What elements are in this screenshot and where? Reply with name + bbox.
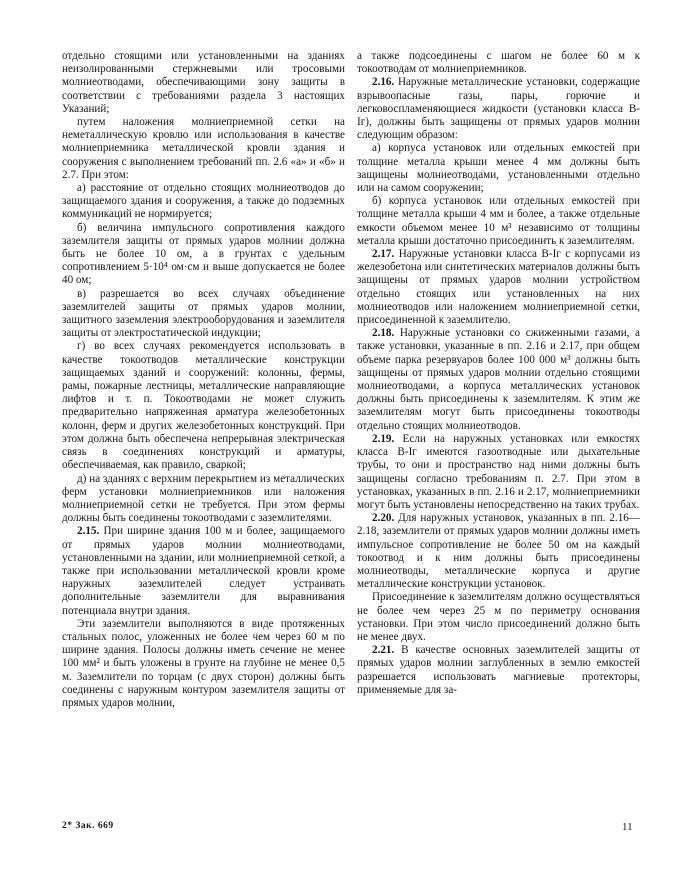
paragraph: путем наложения молниеприемной сетки на неметаллическую кровлю или использования в качестве молниеприемника металлической кровли здания и сооружения с выполнением требований пп. 2.6 «а» и «б» и 2.7. При этом: <box>62 116 345 181</box>
section-paragraph-2-17 <box>357 248 640 327</box>
section-number: 2.19. <box>372 432 395 445</box>
section-paragraph-2-16 <box>357 76 640 142</box>
paragraph: д) на зданиях с верхним перекрытием из металлических ферм установки молниеприемников или наложения молниеприемной сетки не требуется. При этом фермы должны быть соединены токоотводами с заземлителями. <box>62 472 345 525</box>
paragraph: б) корпуса установок или отдельных емкостей при толщине металла крыши 4 мм и более, а также отдельные емкости объемом менее 10 м³ независимо от толщины металла крыши достаточно присоединить к заземлителям. <box>357 195 640 247</box>
paragraph: а также подсоединены с шагом не более 60 м к токоотводам от молниеприемников. <box>357 50 640 76</box>
section-paragraph-2-21 <box>357 644 640 697</box>
section-text: Для наружных установок, указанных в пп. 2.16—2.18, заземлители от прямых ударов молнии должны иметь импульсное сопротивление не более 50 ом на каждый токоотвод и к ним должны быть присоединены молниеотводы, металлические корпуса и другие металлические конструкции установок. <box>357 512 640 591</box>
paragraph: Присоединение к заземлителям должно осуществляться не более чем через 25 м по периметру основания установки. При этом число присоединений должно быть не менее двух. <box>357 591 640 643</box>
section-text: Наружные металлические установки, содержащие взрывоопасные газы, пары, горючие и легковоспламеняющиеся жидкости (установки класса В-Iг), должны быть защищены от прямых ударов молнии следующим образом: <box>357 76 640 142</box>
section-number: 2.20. <box>372 512 395 525</box>
print-mark: 2* Зак. 669 <box>62 821 114 831</box>
paragraph: в) разрешается во всех случаях объединение заземлителей защиты от прямых ударов молнии, защитного заземления электрооборудования и заземлителя защиты от электростатической индукции; <box>62 287 345 340</box>
paragraph: г) во всех случаях рекомендуется использовать в качестве токоотводов металлические конструкции защищаемых зданий и сооружений: колонны, фермы, рамы, пожарные лестницы, металлические направляющие лифтов и т. п. Токоотводами не может служить предварительно напряженная арматура железобетонных колонн, ферм и других железобетонных конструкций. При этом должна быть обеспечена непрерывная электрическая связь в соединениях конструкций и арматуры, обеспечиваемая, как правило, сваркой; <box>62 340 345 472</box>
paragraph: б) величина импульсного сопротивления каждого заземлителя защиты от прямых ударов молнии должна быть не более 10 ом, а в грунтах с удельным сопротивлением 5·10⁴ ом·см и выше допускается не более 40 ом; <box>62 221 345 287</box>
section-paragraph-2-19 <box>357 433 640 512</box>
section-number: 2.16. <box>372 76 395 89</box>
section-paragraph-2-15 <box>62 525 345 617</box>
section-text: Наружные установки со сжиженными газами, а также установки, указанные в пп. 2.16 и 2.17, при общем объеме парка резервуаров более 100 000 м³ должны быть защищены от прямых ударов молнии отдельно стоящими молниеотводами, а корпуса металлических установок должны быть присоединены к заземлителям. К этим же заземлителям могут быть присоединены токоотводы отдельно стоящих молниеотводов. <box>357 327 640 432</box>
paragraph: а) расстояние от отдельно стоящих молниеотводов до защищаемого здания и сооружения, а также до подземных коммуникаций не нормируется; <box>62 182 345 221</box>
section-number: 2.15. <box>77 525 100 538</box>
left-column <box>62 50 345 710</box>
section-number: 2.17. <box>372 248 395 261</box>
section-text: Наружные установки класса В-Iг с корпусами из железобетона или синтетических материалов должны быть защищены от прямых ударов молнии устройством отдельно стоящих или установленных на них молниеотводов или наложением молниеприемной сетки, присоединенной к заземлителю. <box>357 248 640 327</box>
section-text: Если на наружных установках или емкостях класса В-Iг имеются газоотводные или дыхательные трубы, то они и пространство над ними должны быть защищены согласно требованиям п. 2.7. При этом в установках, указанных в пп. 2.16 и 2.17, молниеприемники могут быть установлены непосредственно на таких трубах. <box>357 432 640 511</box>
paragraph: а) корпуса установок или отдельных емкостей при толщине металла крыши менее 4 мм должны быть защищены молниеотводами, установленными отдельно или на самом сооружении; <box>357 142 640 195</box>
paragraph: Эти заземлители выполняются в виде протяженных стальных полос, уложенных не более чем через 60 м по ширине здания. Полосы должны иметь сечение не менее 100 мм² и быть уложены в грунте на глубине не менее 0,5 м. Заземлители по торцам (с двух сторон) должны быть соединены с наружным контуром заземлителя защиты от прямых ударов молнии, <box>62 617 345 709</box>
section-paragraph-2-18 <box>357 327 640 433</box>
page-number: 11 <box>622 821 633 833</box>
right-column <box>357 50 640 697</box>
section-text: При ширине здания 100 м и более, защищаемого от прямых ударов молнии молниеотводами, установленными на здании, или молниеприемной сеткой, а также при использовании металлической кровли кроме наружных заземлителей следует устраивать дополнительные заземлители для выравнивания потенциала внутри здания. <box>62 525 345 617</box>
section-number: 2.18. <box>372 327 395 340</box>
section-number: 2.21. <box>372 644 395 657</box>
section-text: В качестве основных заземлителей защиты от прямых ударов молнии заглубленных в землю емкостей разрешается использовать магниевые протекторы, применяемые для за- <box>357 644 640 696</box>
section-paragraph-2-20 <box>357 512 640 591</box>
paragraph: отдельно стоящими или установленными на зданиях неизолированными стержневыми или тросовыми молниеотводами, обеспечивающими зону защиты в соответствии с требованиями раздела 3 настоящих Указаний; <box>62 50 345 115</box>
